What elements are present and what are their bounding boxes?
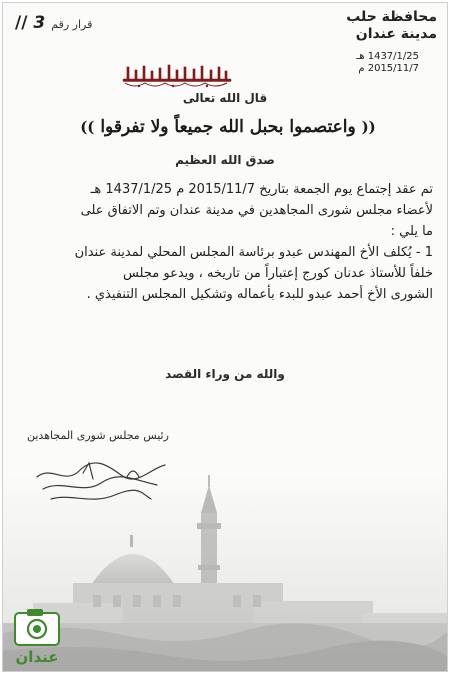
decision-item-continued: خلفاً للأستاذ عدنان كورج إعتباراً من تاريخه ، ويدعو مجلس — [122, 266, 433, 281]
body-line: ما يلي : — [390, 224, 433, 239]
issuer-block — [346, 9, 437, 75]
hijri-date: 1437/1/25 هـ — [356, 51, 419, 62]
gregorian-date: 2015/11/7 م — [358, 63, 419, 74]
verse-open-bracket: (( — [361, 118, 376, 136]
signature — [31, 455, 171, 513]
governorate-name: محافظة حلب — [346, 9, 437, 25]
verse-close-bracket: )) — [80, 118, 95, 136]
signer-title: رئيس مجلس شورى المجاهدين — [27, 429, 169, 442]
quran-intro: قال الله تعالى — [182, 91, 268, 105]
decision-body — [19, 179, 433, 305]
body-line: لأعضاء مجلس شورى المجاهدين في مدينة عندان وتم الاتفاق على — [80, 203, 433, 218]
basmala-calligraphy — [121, 63, 233, 89]
closing-phrase: والله من وراء القصد — [165, 367, 285, 381]
logo-text: عندان — [15, 648, 59, 666]
decision-number-block — [15, 13, 92, 33]
quran-verse — [63, 114, 393, 140]
decision-document — [2, 2, 448, 672]
verse-text: واعتصموا بحبل الله جميعاً ولا تفرقوا — [100, 117, 356, 137]
decision-item-continued: الشورى الأخ أحمد عبدو للبدء بأعماله وتشكيل المجلس التنفيذي . — [86, 287, 433, 302]
andan-logo — [11, 609, 63, 669]
decision-slashes: // — [15, 13, 28, 33]
body-line: تم عقد إجتماع يوم الجمعة بتاريخ 2015/11/7 م 1437/1/25 هـ — [90, 182, 433, 197]
decision-label: قرار رقم — [51, 18, 93, 31]
sadaqa-line: صدق الله العظيم — [175, 153, 275, 167]
decision-item: 1 - يُكلف الأخ المهندس عبدو برئاسة المجلس المحلي لمدينة عندان — [74, 245, 433, 260]
decision-number: 3 — [33, 13, 46, 33]
city-name: مدينة عندان — [355, 26, 437, 42]
